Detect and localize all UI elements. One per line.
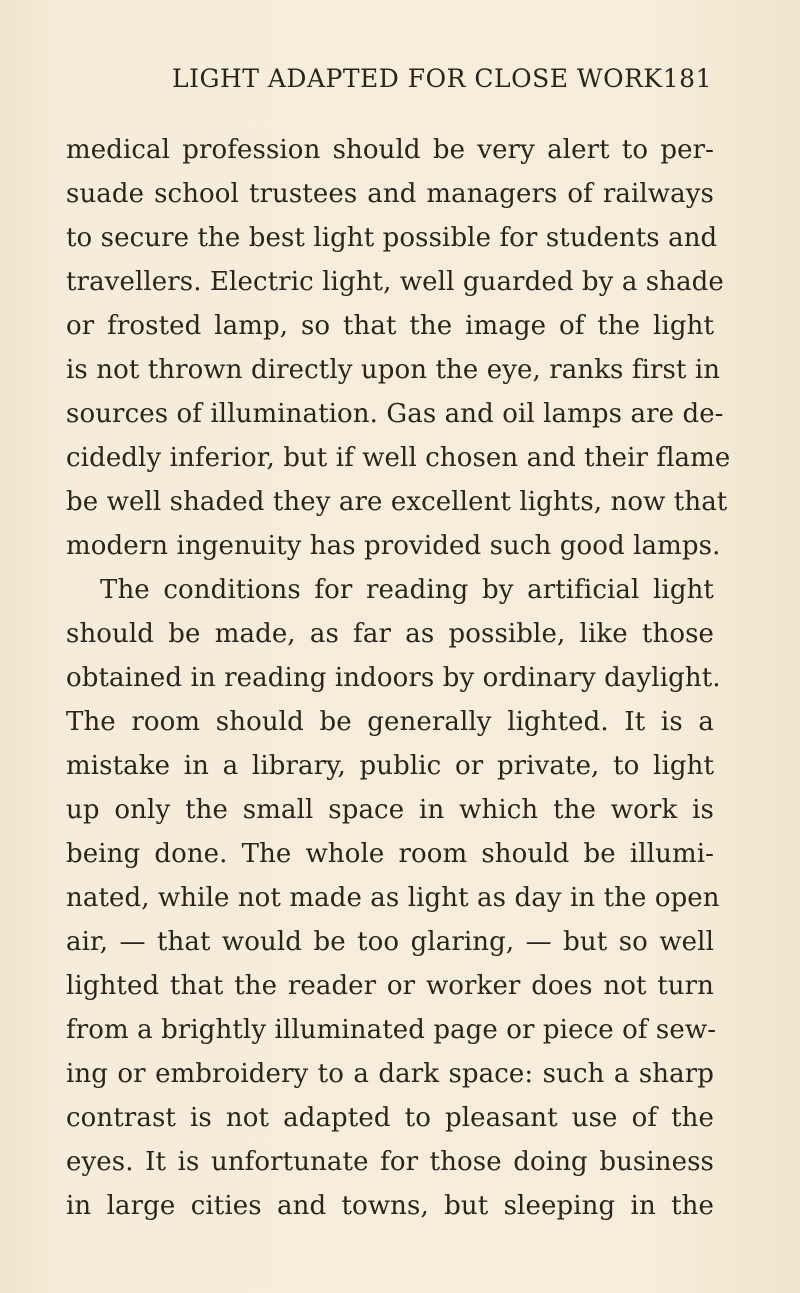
text-line: obtained in reading indoors by ordinary daylight. — [66, 663, 721, 693]
text-line: up only the small space in which the work is — [66, 795, 714, 825]
text-line: The room should be generally lighted. It is a — [66, 707, 714, 737]
paragraph-start-line: The conditions for reading by artificial light — [100, 575, 714, 605]
text-line: modern ingenuity has provided such good lamps. — [66, 531, 721, 561]
text-line: mistake in a library, public or private, to light — [66, 751, 714, 781]
text-line: or frosted lamp, so that the image of the light — [66, 311, 714, 341]
text-line: from a brightly illuminated page or piece of sew- — [66, 1015, 717, 1045]
text-line: sources of illumination. Gas and oil lamps are de- — [66, 399, 724, 429]
text-line: in large cities and towns, but sleeping in the — [66, 1191, 714, 1221]
body-text — [66, 128, 731, 1228]
text-line: is not thrown directly upon the eye, ranks first in — [66, 355, 721, 385]
text-line: be well shaded they are excellent lights, now that — [66, 487, 728, 517]
text-line: air, — that would be too glaring, — but so well — [66, 927, 714, 957]
text-line: being done. The whole room should be illumi- — [66, 839, 714, 869]
text-line: travellers. Electric light, well guarded by a shade — [66, 267, 724, 297]
text-line: to secure the best light possible for students and — [66, 223, 718, 253]
text-line: cidedly inferior, but if well chosen and their flame — [66, 443, 731, 473]
text-line: lighted that the reader or worker does not turn — [66, 971, 714, 1001]
text-line: suade school trustees and managers of railways — [66, 179, 714, 209]
text-line: nated, while not made as light as day in the open — [66, 883, 720, 913]
running-head: LIGHT ADAPTED FOR CLOSE WORK — [172, 64, 663, 93]
page-number: 181 — [662, 64, 712, 93]
text-line: eyes. It is unfortunate for those doing business — [66, 1147, 714, 1177]
page-header — [66, 64, 712, 104]
text-line: contrast is not adapted to pleasant use of the — [66, 1103, 714, 1133]
text-line: medical profession should be very alert to per- — [66, 135, 714, 165]
text-line: should be made, as far as possible, like those — [66, 619, 714, 649]
text-line: ing or embroidery to a dark space: such a sharp — [66, 1059, 714, 1089]
